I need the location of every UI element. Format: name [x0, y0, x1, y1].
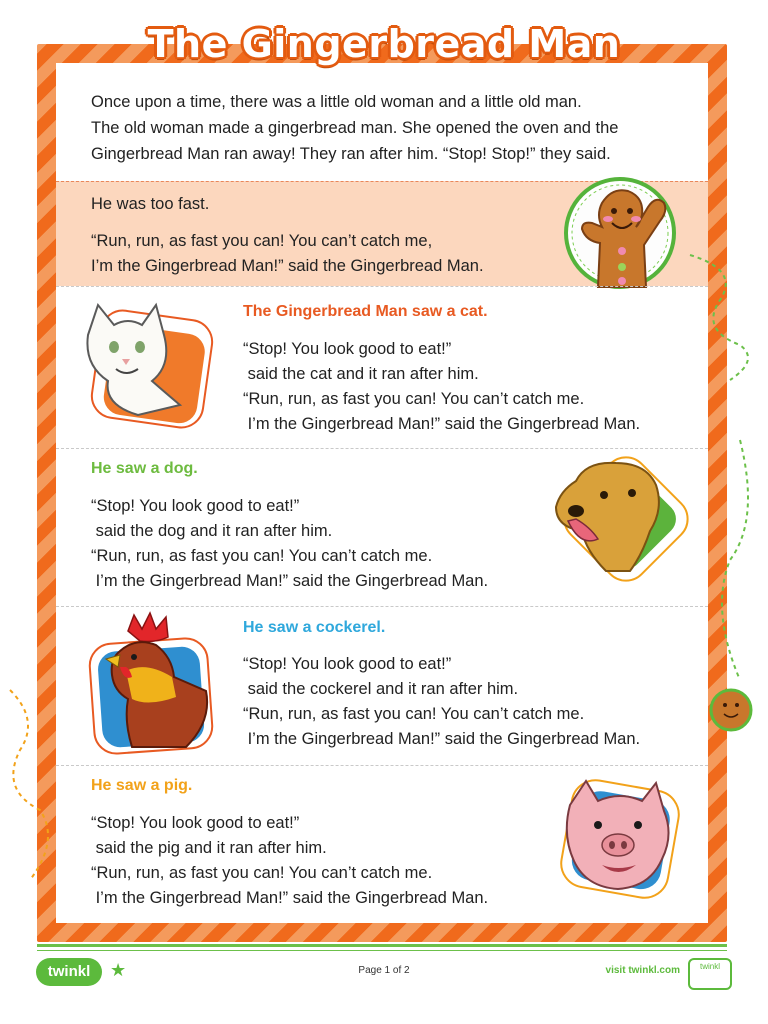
- page-title: The Gingerbread Man: [147, 22, 621, 66]
- section-4-line-1: “Stop! You look good to eat!”: [91, 814, 300, 832]
- section-1-line-2: said the cat and it ran after him.: [243, 365, 479, 383]
- section-3-line-1: “Stop! You look good to eat!”: [243, 655, 452, 673]
- footer-rule-thin: [37, 950, 727, 951]
- section-1-line-3: “Run, run, as fast you can! You can’t catch me.: [243, 390, 585, 408]
- band-line-3: I’m the Gingerbread Man!” said the Gingerbread Man.: [91, 257, 484, 275]
- section-heading-3: He saw a cockerel.: [243, 619, 386, 636]
- quality-badge: twinkl: [688, 958, 732, 990]
- intro-line-1: Once upon a time, there was a little old woman and a little old man.: [91, 93, 582, 111]
- section-3-line-3: “Run, run, as fast you can! You can’t catch me.: [243, 705, 585, 723]
- section-2-line-1: “Stop! You look good to eat!”: [91, 497, 300, 515]
- section-3-line-4: I’m the Gingerbread Man!” said the Gingerbread Man.: [243, 730, 641, 748]
- section-1-line-1: “Stop! You look good to eat!”: [243, 340, 452, 358]
- page-number: Page 1 of 2: [358, 965, 410, 976]
- footer-rule: [37, 944, 727, 947]
- star-icon: ★: [110, 960, 127, 981]
- section-4-line-3: “Run, run, as fast you can! You can’t catch me.: [91, 864, 433, 882]
- band-line-1: He was too fast.: [91, 195, 210, 213]
- intro-line-2: The old woman made a gingerbread man. She opened the oven and the: [91, 119, 619, 137]
- section-heading-1: The Gingerbread Man saw a cat.: [243, 303, 488, 320]
- intro-line-3: Gingerbread Man ran away! They ran after him. “Stop! Stop!” they said.: [91, 145, 611, 163]
- section-4-line-4: I’m the Gingerbread Man!” said the Gingerbread Man.: [91, 889, 489, 907]
- section-4-line-2: said the pig and it ran after him.: [91, 839, 327, 857]
- twinkl-logo[interactable]: twinkl: [36, 958, 102, 986]
- section-2-line-4: I’m the Gingerbread Man!” said the Gingerbread Man.: [91, 572, 489, 590]
- section-3-line-2: said the cockerel and it ran after him.: [243, 680, 519, 698]
- section-2-line-3: “Run, run, as fast you can! You can’t catch me.: [91, 547, 433, 565]
- section-1-line-4: I’m the Gingerbread Man!” said the Gingerbread Man.: [243, 415, 641, 433]
- band-line-2: “Run, run, as fast you can! You can’t catch me,: [91, 232, 433, 250]
- section-heading-2: He saw a dog.: [91, 460, 198, 477]
- section-2-line-2: said the dog and it ran after him.: [91, 522, 333, 540]
- visit-link[interactable]: visit twinkl.com: [605, 965, 680, 976]
- section-heading-4: He saw a pig.: [91, 777, 193, 794]
